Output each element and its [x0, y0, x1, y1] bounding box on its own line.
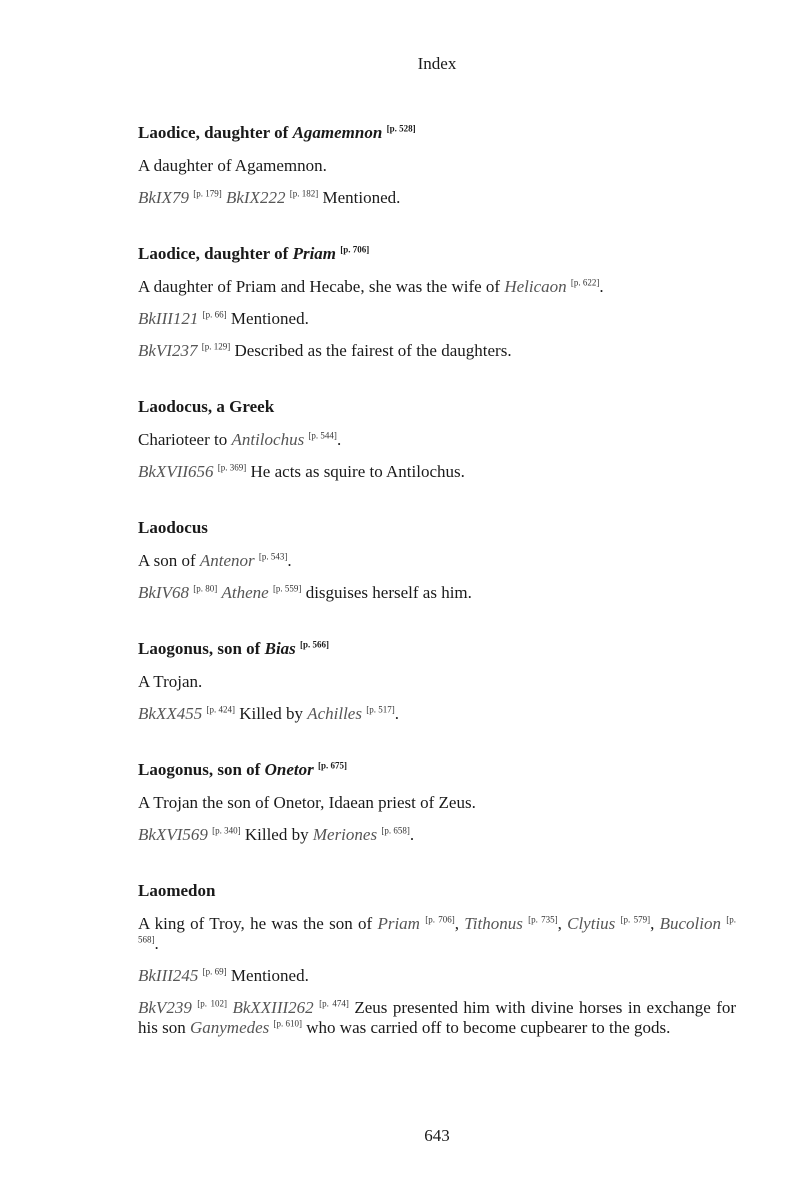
index-entry — [138, 759, 736, 845]
cross-ref-link[interactable]: Achilles — [307, 704, 362, 723]
entry-reference-line: BkV239 [p. 102] BkXXIII262 [p. 474] Zeus presented him with divine horses in exchange for his son Ganymedes [p. 610] who was carried off to become cupbearer to the gods. — [138, 998, 737, 1037]
cross-ref-link[interactable]: Priam — [377, 914, 420, 933]
book-ref-link[interactable]: BkIX222 — [225, 188, 286, 207]
entry-description: A daughter of Agamemnon. — [138, 156, 327, 175]
entry-reference-line: BkXX455 [p. 424] Killed by Achilles [p. 517]. — [138, 704, 399, 723]
page-ref: [p. 579] — [620, 914, 651, 925]
page-ref: [p. 369] — [217, 462, 247, 473]
entry-title-italic: Onetor — [264, 760, 314, 779]
index-entry — [138, 122, 736, 208]
page-ref: [p. 610] — [273, 1018, 303, 1029]
cross-ref-link[interactable]: Bucolion — [659, 914, 721, 933]
page-ref: [p. 675] — [317, 760, 347, 771]
page-ref: [p. 543] — [258, 551, 288, 562]
page-ref: [p. 102] — [197, 998, 228, 1009]
page-ref: [p. 80] — [193, 583, 218, 594]
book-ref-link[interactable]: BkXXIII262 — [232, 998, 314, 1017]
entry-title: Laogonus, son of Bias [p. 566] — [138, 639, 330, 658]
entry-title: Laodocus, a Greek — [138, 397, 275, 416]
page-ref: [p. 474] — [319, 998, 349, 1009]
cross-ref-link[interactable]: Clytius — [567, 914, 616, 933]
book-ref-link[interactable]: BkXVII656 — [138, 462, 214, 481]
entry-reference-line: BkIV68 [p. 80] Athene [p. 559] disguises herself as him. — [138, 583, 472, 602]
entry-description: A Trojan. — [138, 672, 203, 691]
cross-ref-link[interactable]: Helicaon — [504, 277, 567, 296]
index-entry — [138, 517, 736, 603]
page-ref: [p. 735] — [528, 914, 558, 925]
page-ref: [p. 566] — [300, 639, 330, 650]
entry-title-italic: Priam — [292, 244, 337, 263]
page-ref: [p. 706] — [425, 914, 455, 925]
page-ref: [p. 424] — [206, 704, 235, 715]
page-ref: [p. 544] — [308, 430, 337, 441]
entry-title: Laodocus — [138, 518, 208, 537]
page-ref: [p. 568] — [138, 914, 736, 945]
page-ref: [p. 706] — [340, 244, 370, 255]
entry-description: A king of Troy, he was the son of Priam [p. 706], Tithonus [p. 735], Clytius [p. 579], Bucolion [p. 568]. — [138, 914, 736, 953]
book-ref-link[interactable]: BkIII245 — [138, 966, 199, 985]
index-entry — [138, 638, 736, 724]
entry-description: A daughter of Priam and Hecabe, she was the wife of Helicaon [p. 622]. — [138, 277, 604, 296]
page-ref: [p. 69] — [202, 966, 227, 977]
entry-title-italic: Agamemnon — [292, 123, 383, 142]
page-number: 643 — [424, 1126, 450, 1145]
cross-ref-link[interactable]: Meriones — [312, 825, 378, 844]
entry-reference-line: BkIII245 [p. 69] Mentioned. — [138, 966, 309, 985]
page-header: Index — [417, 54, 457, 73]
entry-title: Laogonus, son of Onetor [p. 675] — [138, 760, 347, 779]
entry-reference-line: BkXVI569 [p. 340] Killed by Meriones [p. 658]. — [138, 825, 415, 844]
entry-description: A son of Antenor [p. 543]. — [138, 551, 292, 570]
book-ref-link[interactable]: BkIV68 — [138, 583, 189, 602]
entry-description: A Trojan the son of Onetor, Idaean priest of Zeus. — [138, 793, 476, 812]
entry-title-italic: Bias — [264, 639, 296, 658]
cross-ref-link[interactable]: Ganymedes — [189, 1018, 270, 1037]
index-entries — [138, 122, 736, 1073]
cross-ref-link[interactable]: Athene — [221, 583, 269, 602]
book-ref-link[interactable]: BkIII121 — [138, 309, 199, 328]
entry-title: Laomedon — [138, 881, 216, 900]
book-ref-link[interactable]: BkXX455 — [138, 704, 203, 723]
book-ref-link[interactable]: BkVI237 — [138, 341, 198, 360]
cross-ref-link[interactable]: Tithonus — [464, 914, 523, 933]
index-entry — [138, 243, 736, 361]
book-ref-link[interactable]: BkV239 — [138, 998, 192, 1017]
entry-title: Laodice, daughter of Agamemnon [p. 528] — [138, 123, 416, 142]
page-ref: [p. 658] — [381, 825, 410, 836]
page-ref: [p. 182] — [289, 188, 319, 199]
cross-ref-link[interactable]: Antilochus — [231, 430, 305, 449]
entry-reference-line: BkXVII656 [p. 369] He acts as squire to Antilochus. — [138, 462, 465, 481]
cross-ref-link[interactable]: Antenor — [199, 551, 255, 570]
entry-reference-line: BkVI237 [p. 129] Described as the fairest of the daughters. — [138, 341, 512, 360]
book-ref-link[interactable]: BkIX79 — [138, 188, 189, 207]
index-entry — [138, 396, 736, 482]
page-ref: [p. 66] — [202, 309, 227, 320]
page-ref: [p. 517] — [366, 704, 395, 715]
page-ref: [p. 129] — [201, 341, 231, 352]
index-entry — [138, 880, 736, 1038]
page-ref: [p. 559] — [272, 583, 302, 594]
entry-reference-line: BkIII121 [p. 66] Mentioned. — [138, 309, 309, 328]
entry-title: Laodice, daughter of Priam [p. 706] — [138, 244, 370, 263]
page-ref: [p. 340] — [212, 825, 241, 836]
entry-reference-line: BkIX79 [p. 179] BkIX222 [p. 182] Mentioned. — [138, 188, 401, 207]
book-ref-link[interactable]: BkXVI569 — [138, 825, 208, 844]
page-ref: [p. 622] — [570, 277, 600, 288]
page-ref: [p. 528] — [386, 123, 416, 134]
entry-description: Charioteer to Antilochus [p. 544]. — [138, 430, 342, 449]
page-ref: [p. 179] — [193, 188, 222, 199]
